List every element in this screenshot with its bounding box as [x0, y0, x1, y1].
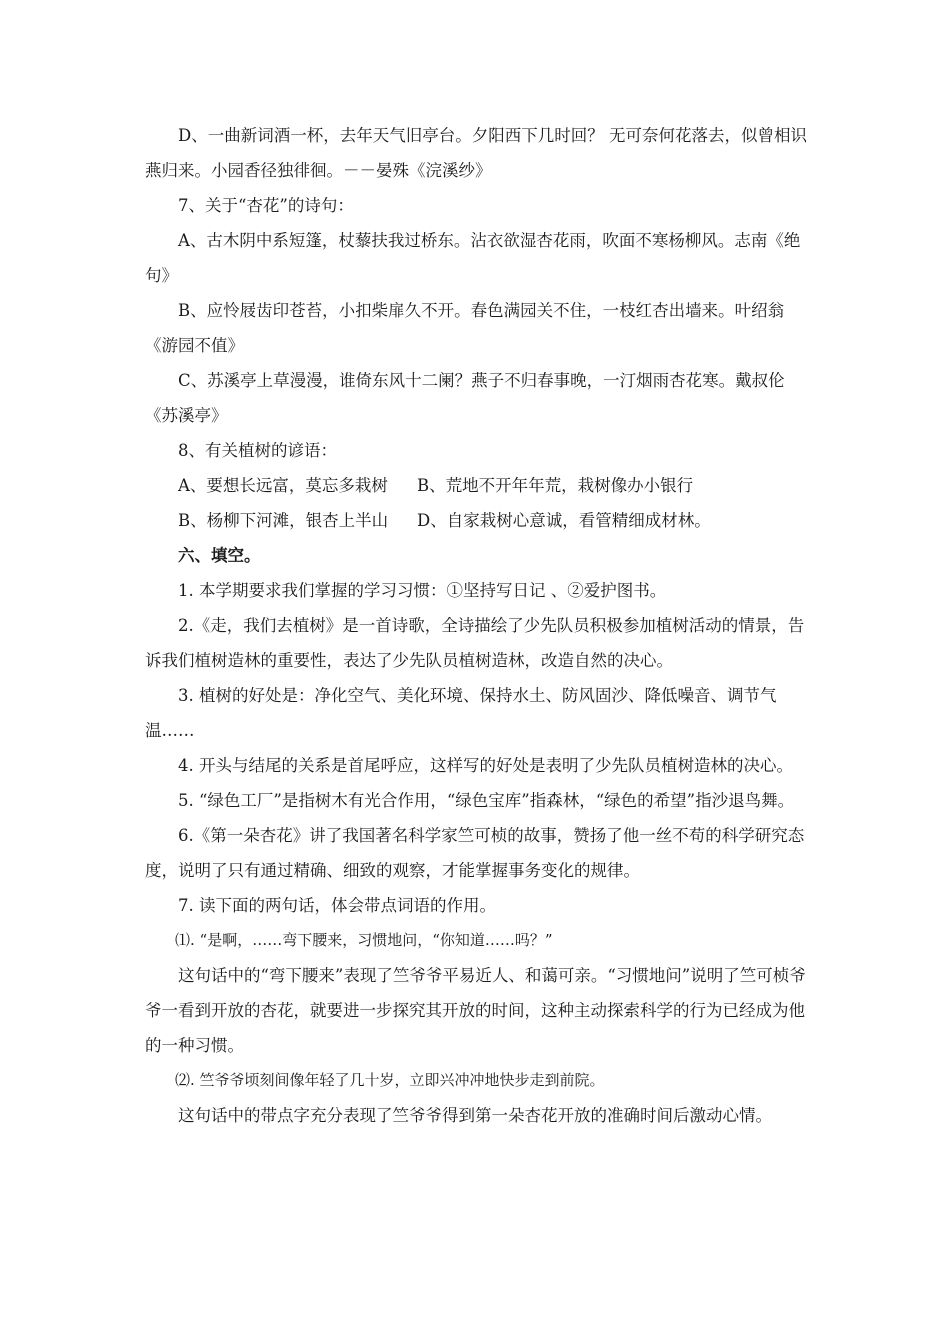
fill-item-7-answer-1: 这句话中的“弯下腰来”表现了竺爷爷平易近人、和蔼可亲。“习惯地问”说明了竺可桢爷爷一看到开放的杏花，就要进一步探究其开放的时间，这种主动探索科学的行为已经成为他的一种习惯。: [145, 966, 806, 1055]
fill-item-1: 1. 本学期要求我们掌握的学习习惯：①坚持写日记 、②爱护图书。: [178, 581, 667, 600]
option-7c: C、苏溪亭上草漫漫，谁倚东风十二阑？燕子不归春事晚，一汀烟雨杏花寒。戴叔伦《苏溪亭》: [145, 371, 785, 425]
option-7b: B、应怜屐齿印苍苔，小扣柴扉久不开。春色满园关不住，一枝红杏出墙来。叶绍翁《游园不值》: [145, 301, 785, 355]
option-d-poem: D、一曲新词酒一杯，去年天气旧亭台。夕阳西下几时回？ 无可奈何花落去，似曾相识燕归来。小园香径独徘徊。－－晏殊《浣溪纱》: [145, 126, 807, 180]
fill-item-7-sentence-1: ⑴. “是啊，……弯下腰来，习惯地问，“你知道……吗？”: [175, 931, 553, 949]
option-7a: A、古木阴中系短篷，杖藜扶我过桥东。沾衣欲湿杏花雨，吹面不寒杨柳风。志南《绝句》: [145, 231, 801, 285]
fill-item-2: 2.《走，我们去植树》是一首诗歌，全诗描绘了少先队员积极参加植树活动的情景，告诉我们植树造林的重要性，表达了少先队员植树造林，改造自然的决心。: [145, 616, 805, 670]
question-7: 7、关于“杏花”的诗句：: [178, 196, 354, 215]
document-body: [145, 118, 810, 1133]
fill-item-7-answer-2: 这句话中的带点字充分表现了竺爷爷得到第一朵杏花开放的准确时间后激动心情。: [178, 1106, 772, 1125]
question-8: 8、有关植树的谚语：: [178, 441, 337, 460]
fill-item-4: 4. 开头与结尾的关系是首尾呼应，这样写的好处是表明了少先队员植树造林的决心。: [178, 756, 793, 775]
proverb-d: D、自家栽树心意诚，看管精细成材林。: [417, 511, 711, 530]
fill-item-7-sentence-2: ⑵. 竺爷爷顷刻间像年轻了几十岁，立即兴冲冲地快步走到前院。: [175, 1071, 605, 1089]
proverb-a: A、要想长远富，莫忘多栽树: [178, 476, 388, 495]
fill-item-6: 6.《第一朵杏花》讲了我国著名科学家竺可桢的故事，赞扬了他一丝不苟的科学研究态度，说明了只有通过精确、细致的观察，才能掌握事务变化的规律。: [145, 826, 805, 880]
fill-item-5: 5. “绿色工厂”是指树木有光合作用，“绿色宝库”指森林，“绿色的希望”指沙退鸟舞。: [178, 791, 795, 810]
fill-item-3: 3. 植树的好处是：净化空气、美化环境、保持水土、防风固沙、降低噪音、调节气温……: [145, 686, 777, 740]
proverb-c: B、杨柳下河滩，银杏上半山: [178, 511, 389, 530]
proverb-b: B、荒地不开年年荒，栽树像办小银行: [417, 476, 694, 495]
fill-item-7: 7. 读下面的两句话，体会带点词语的作用。: [178, 896, 496, 915]
section-6-heading: 六、填空。: [178, 546, 261, 565]
proverb-row-1: [145, 468, 810, 503]
proverb-row-2: [145, 503, 810, 538]
